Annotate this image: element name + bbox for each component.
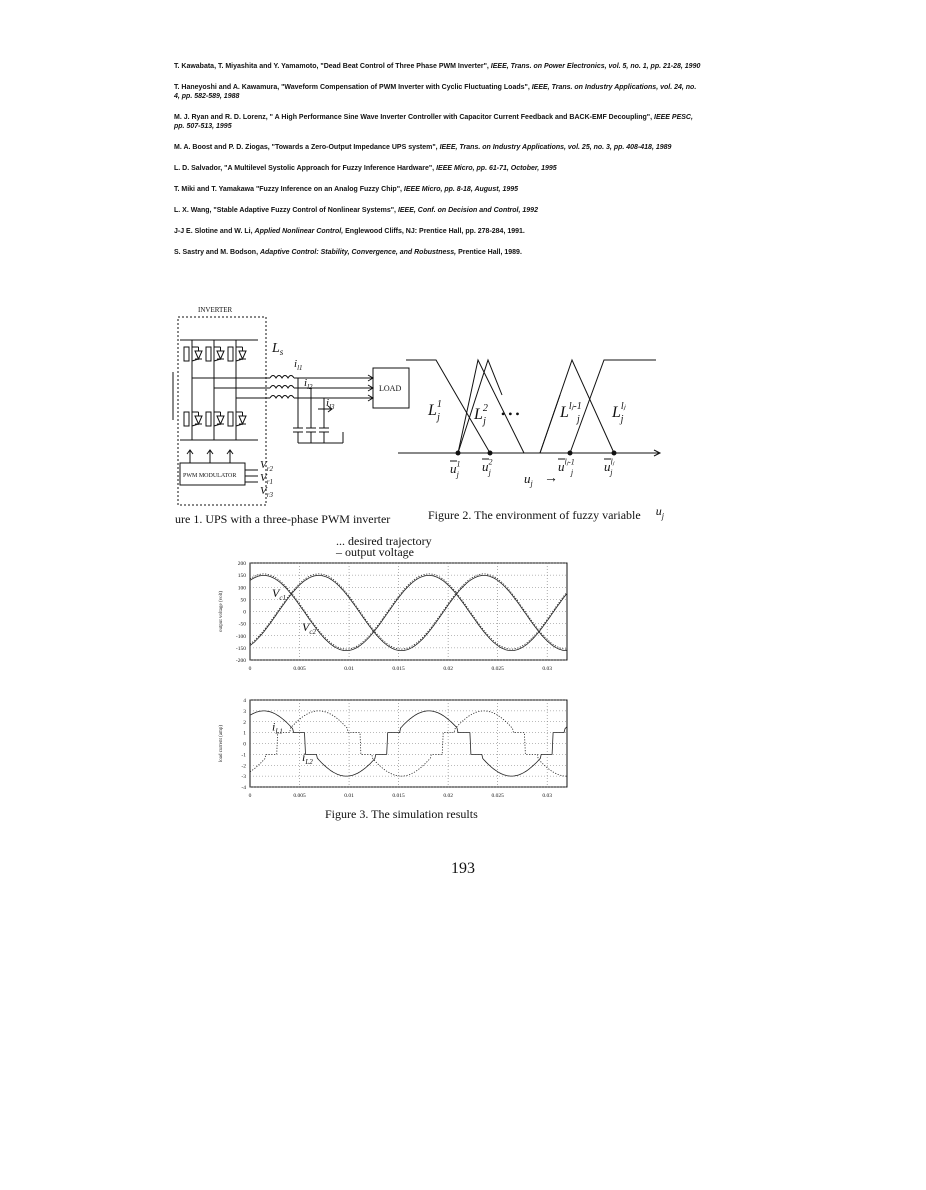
legend-desired: ... desired trajectory: [336, 534, 432, 548]
current-chart: [212, 692, 577, 807]
inverter-leg: [228, 340, 246, 440]
current-label: $i_{l3}$: [326, 397, 335, 411]
membership-lj-1b: [540, 395, 560, 453]
y-tick-label: -3: [241, 774, 246, 781]
y-tick-label: 0: [243, 609, 246, 616]
membership-label: $L^{lⱼ}$ j: [612, 401, 626, 425]
ellipsis-dots: • • •: [501, 407, 520, 421]
y-tick-label: -4: [241, 785, 246, 791]
center-dot: [612, 451, 617, 456]
y-axis-label: output voltage (volt): [219, 590, 224, 633]
x-tick-label: 0: [248, 666, 252, 672]
x-tick-label: 0.01: [344, 793, 354, 799]
inverter-label: INVERTER: [198, 306, 233, 314]
pwm-label: PWM MODULATOR: [183, 473, 237, 479]
page-number: 193: [451, 860, 475, 877]
y-tick-label: 1: [243, 730, 246, 737]
y-tick-label: -50: [238, 621, 246, 628]
x-tick-label: 0.015: [392, 666, 405, 672]
y-tick-label: -1: [241, 752, 246, 759]
reference-label: $V_{r2}$: [260, 459, 273, 473]
voltage-chart: [212, 555, 577, 680]
y-tick-label: 100: [237, 585, 246, 592]
center-label: $u^1$ j: [450, 459, 461, 479]
x-tick-label: 0.03: [542, 793, 552, 799]
plot-frame: [250, 700, 567, 787]
y-tick-label: 150: [237, 573, 246, 580]
x-tick-label: 0.015: [392, 793, 405, 799]
center-dot: [456, 451, 461, 456]
x-tick-label: 0.02: [443, 666, 453, 672]
reference-item: T. Haneyoshi and A. Kawamura, "Waveform Compensation of PWM Inverter with Cyclic Fluctuating Loads", IEEE, Trans. on Industry Applications, vol. 24, no. 4, pp. 582-589, 1988: [174, 84, 697, 100]
x-tick-label: 0.025: [491, 666, 504, 672]
y-tick-label: 2: [243, 719, 246, 726]
series-annotation: $V_{c2}$: [302, 619, 316, 636]
figure-2-membership: [398, 345, 668, 495]
load-label: LOAD: [379, 384, 402, 393]
current-label: $i_{l1}$: [294, 358, 303, 372]
y-tick-label: 3: [243, 708, 246, 715]
y-axis-label: load current (amp): [219, 724, 224, 763]
x-tick-label: 0.005: [293, 666, 306, 672]
x-tick-label: 0.02: [443, 793, 453, 799]
reference-list: [174, 62, 704, 269]
center-dot: [488, 451, 493, 456]
y-tick-label: -2: [241, 763, 246, 770]
y-tick-label: -100: [235, 633, 246, 640]
series-annotation: $i_{L1}$: [272, 719, 283, 736]
figure-3-caption: Figure 3. The simulation results: [325, 807, 478, 821]
inductor-label: $L_s$: [272, 341, 284, 357]
center-label: $u^2$ j: [482, 457, 493, 477]
center-dot: [568, 451, 573, 456]
current-label: $i_{l2}$: [304, 377, 313, 391]
reference-item: S. Sastry and M. Bodson, Adaptive Control: Stability, Convergence, and Robustness, Prentice Hall, 1989.: [174, 249, 522, 256]
membership-label: $L^{lⱼ-1}$ j: [560, 401, 582, 425]
figure-2-caption: Figure 2. The environment of fuzzy variable $u_j$: [428, 504, 664, 522]
current-labels: [294, 358, 335, 411]
membership-label: $L^1$ j: [428, 399, 442, 423]
reference-item: T. Kawabata, T. Miyashita and Y. Yamamoto, "Dead Beat Control of Three Phase PWM Inverter", IEEE, Trans. on Power Electronics, vol. 5, no. 1, pp. 21-28, 1990: [174, 63, 701, 70]
center-label: $u^{lⱼ}$ j: [604, 457, 615, 477]
x-tick-label: 0.025: [491, 793, 504, 799]
reference-item: T. Miki and T. Yamakawa "Fuzzy Inference on an Analog Fuzzy Chip", IEEE Micro, pp. 8-18, August, 1995: [174, 186, 519, 193]
membership-labels: [427, 399, 627, 427]
center-labels: [450, 458, 615, 479]
reference-item: M. J. Ryan and R. D. Lorenz, " A High Performance Sine Wave Inverter Controller with Capacitor Current Feedback and BACK-EMF Decoupling", IEEE PESC, pp. 507-513, 1995: [174, 114, 693, 130]
axis-arrow: →: [544, 471, 558, 486]
reference-voltage-labels: [260, 459, 273, 499]
figure-1-schematic: [168, 300, 418, 510]
x-tick-label: 0.005: [293, 793, 306, 799]
y-tick-label: -150: [235, 645, 246, 652]
reference-item: L. X. Wang, "Stable Adaptive Fuzzy Control of Nonlinear Systems", IEEE, Conf. on Decision and Control, 1992: [174, 207, 538, 214]
figure-1-caption: ure 1. UPS with a three-phase PWM inverter: [175, 512, 391, 526]
y-tick-label: 0: [243, 741, 246, 748]
series-annotation: $i_{L2}$: [302, 749, 313, 766]
y-tick-label: 50: [240, 597, 246, 604]
inverter-leg: [206, 340, 224, 440]
y-tick-label: 4: [243, 698, 246, 704]
reference-label: $V_{r3}$: [260, 485, 273, 499]
y-tick-label: 200: [237, 561, 246, 567]
reference-item: J-J E. Slotine and W. Li, Applied Nonlinear Control, Englewood Cliffs, NJ: Prentice Hall, pp. 278-284, 1991.: [174, 228, 525, 235]
membership-label: $L^2$ j: [474, 403, 488, 427]
x-tick-label: 0.03: [542, 666, 552, 672]
inverter-leg: [184, 340, 202, 440]
reference-item: M. A. Boost and P. D. Ziogas, "Towards a Zero-Output Impedance UPS system", IEEE, Trans. on Industry Applications, vol. 25, no. 3, pp. 408-418, 1989: [174, 144, 672, 151]
center-label: $u^{lⱼ-1}$ j: [558, 457, 575, 477]
reference-label: $V_{r1}$: [260, 472, 273, 486]
legend-output: – output voltage: [336, 545, 414, 559]
series-line: [250, 711, 567, 776]
reference-item: L. D. Salvador, "A Multilevel Systolic Approach for Fuzzy Inference Hardware", IEEE Micro, pp. 61-71, October, 1995: [174, 165, 557, 172]
plot-frame: [250, 563, 567, 660]
y-tick-label: -200: [235, 658, 246, 664]
series-annotation: $V_{c1}$: [272, 585, 286, 602]
x-tick-label: 0.01: [344, 666, 354, 672]
x-tick-label: 0: [248, 793, 252, 799]
axis-variable: $u_j$: [524, 471, 533, 488]
